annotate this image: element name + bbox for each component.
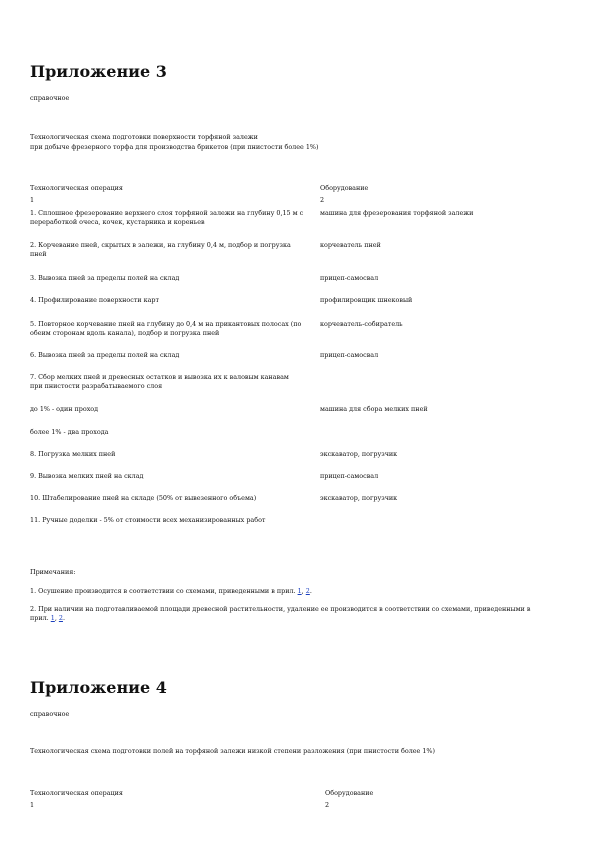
table-row-8-equipment: экскаватор, погрузчик xyxy=(320,450,398,458)
table-row-9-operation: 9. Вывозка мелких пней на склад xyxy=(30,472,144,480)
table-row-10-equipment: экскаватор, погрузчик xyxy=(320,494,398,502)
table-row-3-operation: 3. Вывозка пней за пределы полей на склад xyxy=(30,274,180,282)
table-row-4-equipment: профилировщик шнековый xyxy=(320,296,413,304)
table-header-equipment: Оборудование xyxy=(320,184,369,192)
appendix-3-label: справочное xyxy=(30,94,70,102)
table-row-2-operation: 2. Корчевание пней, скрытых в залежи, на глубину 0,4 м, подбор и погрузка пней xyxy=(30,241,291,258)
note-1-link-appendix-1[interactable]: 1 xyxy=(297,587,302,595)
note-1: 1. Осушение производится в соответствии со схемами, приведенными в прил. 1, 2. xyxy=(30,587,312,595)
table-row-1-equipment: машина для фрезерования торфяной залежи xyxy=(320,209,474,217)
note-2-text: 2. При наличии на подготавливаемой площади древесной растительности, удаление ее производится в соответствии со схемами, приведенными в прил. xyxy=(30,605,531,622)
appendix-3-title-line2: при добыче фрезерного торфа для производства брикетов (при пнистости более 1%) xyxy=(30,143,319,151)
table-row-10-operation: 10. Штабелирование пней на складе (50% от вывезенного объема) xyxy=(30,494,257,502)
note-2-link-appendix-2[interactable]: 2 xyxy=(58,614,63,622)
note-1-text: 1. Осушение производится в соответствии со схемами, приведенными в прил. xyxy=(30,587,298,595)
table-row-1-operation: 1. Сплошное фрезерование верхнего слоя торфяной залежи на глубину 0,15 м с переработкой очеса, кочек, кустарника и кореньев xyxy=(30,209,304,226)
notes-title: Примечания: xyxy=(30,568,76,576)
appendix-4-heading: Приложение 4 xyxy=(30,678,167,697)
appendix-3-title-line1: Технологическая схема подготовки поверхности торфяной залежи xyxy=(30,133,258,141)
table-row-8-operation: 8. Погрузка мелких пней xyxy=(30,450,116,458)
table-row-7-operation: 7. Сбор мелких пней и древесных остатков и вывозка их к валовым канавам при пнистости разрабатываемого слоя xyxy=(30,373,289,390)
table-column-number-1: 1 xyxy=(30,196,35,204)
table-header-operations: Технологическая операция xyxy=(30,184,123,192)
table-row-5-operation: 5. Повторное корчевание пней на глубину до 0,4 м на прикантовых полосах (по обеим сторонам вдоль канала), подбор и погрузка пней xyxy=(30,320,302,337)
table-column-number-2: 2 xyxy=(320,196,325,204)
table-row-2-equipment: корчеватель пней xyxy=(320,241,381,249)
appendix-4-label: справочное xyxy=(30,710,70,718)
appendix-4-title: Технологическая схема подготовки полей на торфяной залежи низкой степени разложения (при пнистости более 1%) xyxy=(30,747,435,755)
table-row-9-equipment: прицеп-самосвал xyxy=(320,472,379,480)
appendix-4-header-operations: Технологическая операция xyxy=(30,789,123,797)
note-2: 2. При наличии на подготавливаемой площади древесной растительности, удаление ее производится в соответствии со схемами, приведенными в прил. 1, 2. xyxy=(30,605,531,622)
table-row-6-equipment: прицеп-самосвал xyxy=(320,351,379,359)
table-row-11-operation: 11. Ручные доделки - 5% от стоимости всех механизированных работ xyxy=(30,516,266,524)
appendix-4-column-number-2: 2 xyxy=(325,801,330,809)
table-row-3-equipment: прицеп-самосвал xyxy=(320,274,379,282)
table-row-7a-equipment: машина для сбора мелких пней xyxy=(320,405,428,413)
table-row-7b-operation: более 1% - два прохода xyxy=(30,428,109,436)
appendix-3-heading: Приложение 3 xyxy=(30,62,167,81)
note-2-link-appendix-1[interactable]: 1 xyxy=(50,614,55,622)
table-row-5-equipment: корчеватель-собиратель xyxy=(320,320,403,328)
note-1-link-appendix-2[interactable]: 2 xyxy=(305,587,310,595)
table-row-7a-operation: до 1% - один проход xyxy=(30,405,99,413)
appendix-4-column-number-1: 1 xyxy=(30,801,35,809)
table-row-4-operation: 4. Профилирование поверхности карт xyxy=(30,296,160,304)
appendix-4-header-equipment: Оборудование xyxy=(325,789,374,797)
table-row-6-operation: 6. Вывозка пней за пределы полей на склад xyxy=(30,351,180,359)
